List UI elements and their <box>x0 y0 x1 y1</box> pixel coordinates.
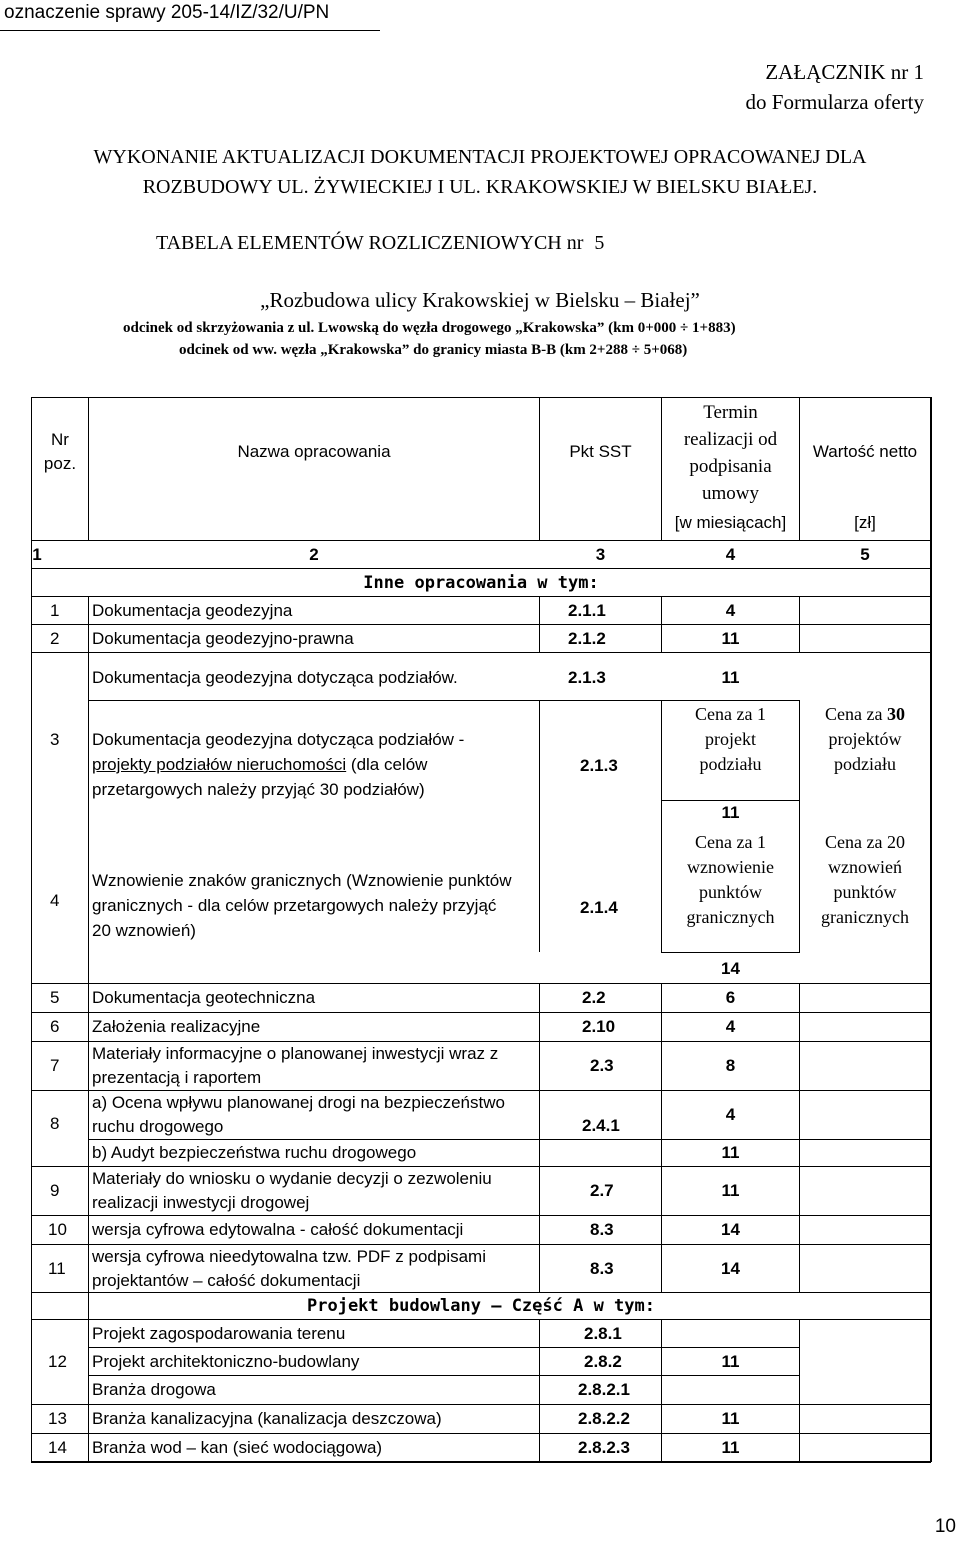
row-12-name-1: Projekt zagospodarowania terenu <box>92 1323 346 1343</box>
tbl-vline <box>799 983 800 1292</box>
row-3-value-post: projektów podziału <box>828 729 902 774</box>
tbl-vline <box>539 397 540 540</box>
section-1: odcinek od skrzyżowania z ul. Lwowską do węzła drogowego „Krakowska” (km 0+000 ÷ 1+883) <box>123 320 736 336</box>
row-8-term-b: 11 <box>721 1143 740 1162</box>
row-8-nr: 8 <box>50 1114 60 1133</box>
row-5-nr: 5 <box>50 988 60 1007</box>
row-8-name-b: b) Audyt bezpieczeństwa ruchu drogowego <box>92 1143 417 1162</box>
row-12-name-2: Projekt architektoniczno-budowlany <box>92 1351 360 1371</box>
row-14-nr: 14 <box>48 1437 67 1457</box>
row-2-term: 11 <box>721 628 740 648</box>
row-3-name-underlined: projekty podziałów nieruchomości <box>92 755 347 774</box>
row-8-term-a: 4 <box>725 1105 736 1124</box>
attachment-subtitle: do Formularza oferty <box>745 90 924 114</box>
row-1-nr: 1 <box>50 600 60 620</box>
row-3-value-pre: Cena za <box>825 704 887 724</box>
row-10-sst: 8.3 <box>590 1220 614 1239</box>
row-11-nr: 11 <box>48 1258 66 1278</box>
row-13-name: Branża kanalizacyjna (kanalizacja deszczowa) <box>92 1409 442 1428</box>
row-8-name-a: a) Ocena wpływu planowanej drogi na bezpieczeństwo ruchu drogowego <box>92 1093 505 1136</box>
tbl-hline <box>31 652 931 653</box>
row-3a-sst: 2.1.3 <box>568 667 606 687</box>
row-12-sst-1: 2.8.1 <box>584 1323 622 1343</box>
section-2: odcinek od ww. węzła „Krakowska” do granicy miasta B-B (km 2+288 ÷ 5+068) <box>179 342 688 358</box>
row-14-name: Branża wod – kan (sieć wodociągowa) <box>92 1437 383 1457</box>
row-10-name: wersja cyfrowa edytowalna - całość dokumentacji <box>92 1220 464 1239</box>
row-3-nr: 3 <box>50 729 60 749</box>
row-1-sst: 2.1.1 <box>568 600 606 620</box>
tbl-vline <box>799 1319 800 1462</box>
header-name: Nazwa opracowania <box>237 442 391 461</box>
row-5-term: 6 <box>725 988 736 1007</box>
tbl-vline <box>88 397 89 540</box>
row-9-name: Materiały do wniosku o wydanie decyzji o zezwoleniu realizacji inwestycji drogowej <box>92 1169 492 1212</box>
row-6-sst: 2.10 <box>582 1017 616 1036</box>
row-2-sst: 2.1.2 <box>568 628 606 648</box>
row-3-name <box>92 727 464 802</box>
row-10-nr: 10 <box>48 1220 67 1239</box>
tbl-vline <box>539 1319 540 1462</box>
row-14-sst: 2.8.2.3 <box>578 1437 630 1457</box>
header-term-unit: [w miesiącach] <box>674 513 787 532</box>
row-13-nr: 13 <box>48 1409 67 1428</box>
tbl-vline <box>539 596 540 652</box>
row-3-name-rest: (dla celów <box>346 755 428 774</box>
row-8-sst: 2.4.1 <box>582 1116 620 1135</box>
row-9-term: 11 <box>721 1181 740 1200</box>
row-4-term-b: 14 <box>721 958 740 978</box>
row-6-nr: 6 <box>50 1017 60 1036</box>
tbl-hline <box>661 952 800 953</box>
section-building-design: Projekt budowlany – Część A w tym: <box>307 1296 655 1316</box>
row-3-name-line: przetargowych należy przyjąć 30 podziałów) <box>92 780 425 799</box>
tbl-vline <box>799 596 800 652</box>
tbl-line-bottom <box>31 1461 931 1463</box>
row-1-term: 4 <box>725 600 736 620</box>
col-number: 4 <box>725 544 736 564</box>
row-10-term: 14 <box>721 1220 740 1239</box>
header-rule <box>0 30 380 31</box>
header-value-unit: [zł] <box>854 513 876 532</box>
header-value: Wartość netto <box>812 442 918 461</box>
row-3-term-b: 11 <box>721 803 740 822</box>
row-7-term: 8 <box>725 1056 736 1075</box>
row-4-value: Cena za 20 wznowień punktów granicznych <box>821 832 909 927</box>
col-number: 3 <box>595 544 606 564</box>
table-title-label: TABELA ELEMENTÓW ROZLICZENIOWYCH nr <box>156 232 584 254</box>
row-13-sst: 2.8.2.2 <box>578 1409 630 1428</box>
case-number: oznaczenie sprawy 205-14/IZ/32/U/PN <box>4 2 330 23</box>
tbl-vline <box>539 700 540 952</box>
row-9-sst: 2.7 <box>590 1181 614 1200</box>
header-nr: Nr poz. <box>43 430 77 473</box>
row-7-nr: 7 <box>50 1056 60 1075</box>
tbl-hline <box>88 700 799 701</box>
row-6-name: Założenia realizacyjne <box>92 1017 261 1036</box>
header-term: Termin realizacji od podpisania umowy <box>683 402 778 504</box>
row-3-sst: 2.1.3 <box>580 755 618 775</box>
row-11-name: wersja cyfrowa nieedytowalna tzw. PDF z podpisami projektantów – całość dokumentacji <box>92 1246 486 1290</box>
row-12-nr: 12 <box>48 1351 67 1371</box>
row-4-name: Wznowienie znaków granicznych (Wznowienie punktów granicznych - dla celów przetargowych należy przyjąć 20 wznowień) <box>92 871 512 940</box>
row-11-sst: 8.3 <box>590 1258 614 1278</box>
row-3-term: Cena za 1 projekt podziału <box>695 704 766 774</box>
section-other-works: Inne opracowania w tym: <box>363 572 599 593</box>
row-12-sst-2: 2.8.2 <box>584 1351 622 1371</box>
attachment-title: ZAŁĄCZNIK nr 1 <box>765 60 924 84</box>
tbl-vline <box>88 596 89 1462</box>
row-12-term: 11 <box>721 1351 740 1371</box>
row-7-sst: 2.3 <box>590 1056 614 1075</box>
row-2-name: Dokumentacja geodezyjno-prawna <box>92 628 354 648</box>
row-3a-term: 11 <box>721 667 740 687</box>
row-3-name-line <box>92 752 464 777</box>
row-13-term: 11 <box>721 1409 740 1428</box>
tbl-vline <box>539 983 540 1292</box>
col-number: 2 <box>309 544 319 564</box>
row-6-term: 4 <box>725 1017 736 1036</box>
col-number: 1 <box>32 544 42 564</box>
row-14-term: 11 <box>721 1437 740 1457</box>
header-sst: Pkt SST <box>569 442 632 461</box>
row-5-sst: 2.2 <box>582 988 606 1007</box>
row-5-name: Dokumentacja geotechniczna <box>92 988 316 1007</box>
table-title <box>156 232 604 255</box>
row-4-nr: 4 <box>50 890 60 910</box>
row-7-name: Materiały informacyjne o planowanej inwestycji wraz z prezentacją i raportem <box>92 1044 499 1087</box>
row-3-name-line: Dokumentacja geodezyjna dotycząca podziałów - <box>92 730 465 749</box>
col-number: 5 <box>860 544 870 564</box>
page-number: 10 <box>934 1516 956 1537</box>
table-title-number: 5 <box>594 232 605 254</box>
project-name: „Rozbudowa ulicy Krakowskiej w Bielsku – Białej” <box>260 288 700 312</box>
row-12-sst-3: 2.8.2.1 <box>578 1380 630 1399</box>
row-1-name: Dokumentacja geodezyjna <box>92 600 293 620</box>
row-2-nr: 2 <box>50 628 60 648</box>
row-4-term: Cena za 1 wznowienie punktów granicznych <box>686 832 775 927</box>
row-4-sst: 2.1.4 <box>580 897 618 917</box>
title-line-2: ROZBUDOWY UL. ŻYWIECKIEJ I UL. KRAKOWSKIEJ W BIELSKU BIAŁEJ. <box>142 176 818 198</box>
tbl-line-right <box>930 397 932 1462</box>
row-3-value-num: 30 <box>886 704 905 724</box>
title-line-1: WYKONANIE AKTUALIZACJI DOKUMENTACJI PROJEKTOWEJ OPRACOWANEJ DLA <box>93 146 867 168</box>
row-3a-name: Dokumentacja geodezyjna dotycząca podziałów. <box>92 667 458 687</box>
row-11-term: 14 <box>721 1258 740 1278</box>
row-12-name-3: Branża drogowa <box>92 1380 216 1399</box>
row-9-nr: 9 <box>50 1181 60 1200</box>
row-3-value <box>800 702 930 774</box>
